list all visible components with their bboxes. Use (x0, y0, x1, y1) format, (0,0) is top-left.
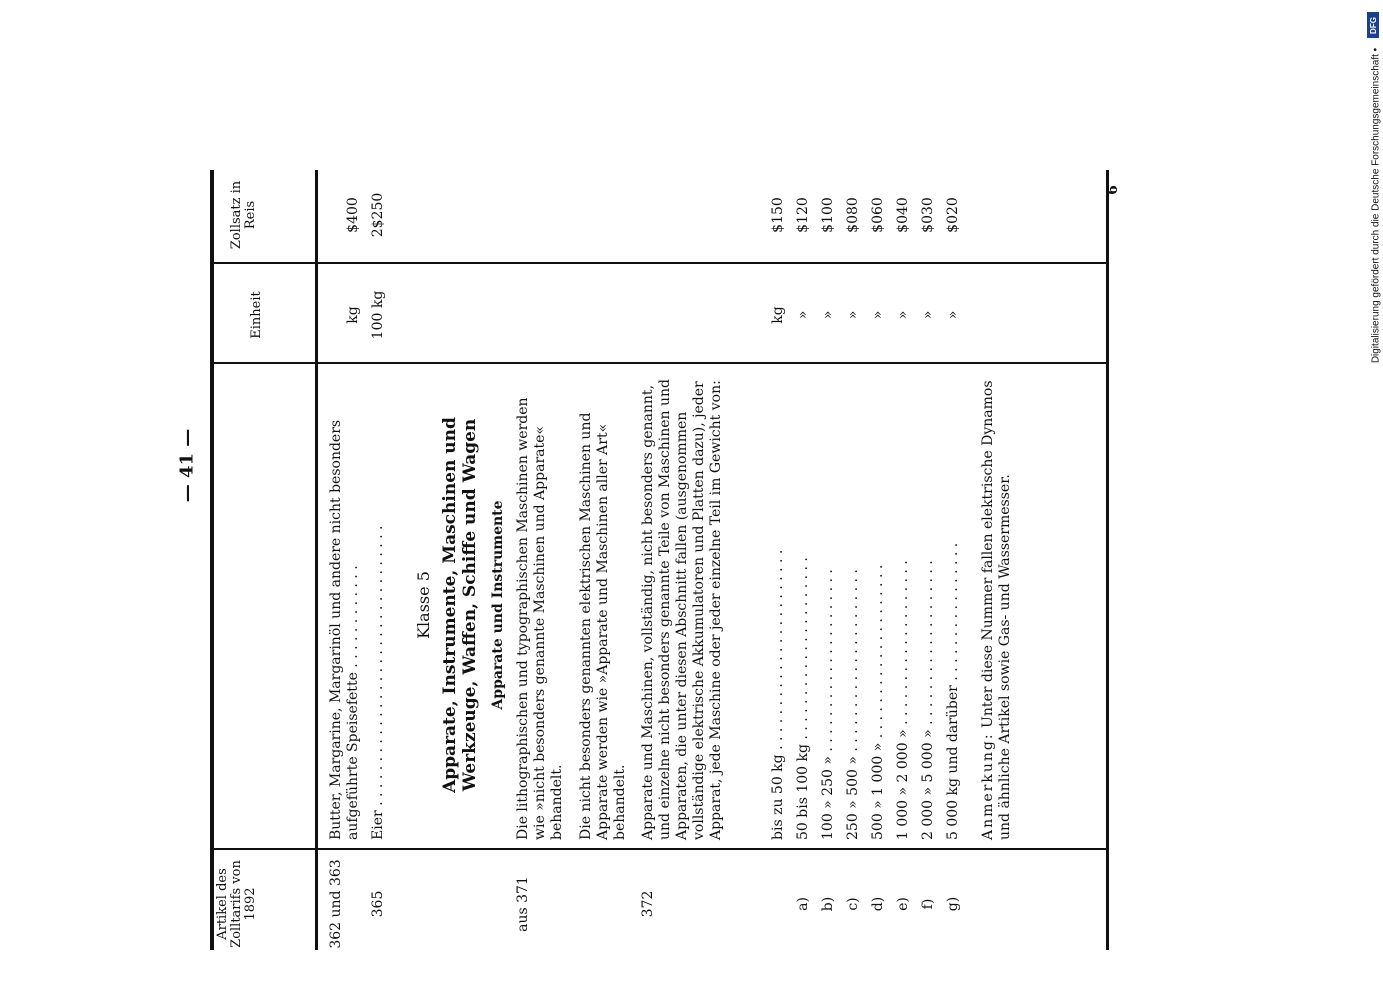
section-title: Apparate und Instrumente (490, 500, 506, 710)
weight-letter: g) (945, 896, 961, 912)
weight-unit: » (870, 310, 886, 320)
weight-desc: 250 » 500 » . . . . . . . . . . . . . . . . . . . . . (845, 569, 861, 840)
weight-letter: f) (920, 898, 936, 910)
weight-desc: 1 000 » 2 000 » . . . . . . . . . . . . . . . . . . . (895, 560, 911, 840)
row-article: 372 (640, 890, 656, 918)
table-top-rule (210, 170, 214, 950)
weight-unit: kg (770, 306, 786, 324)
row-article: aus 371 (515, 876, 531, 932)
class-title: Klasse 5 (414, 571, 433, 639)
note-label: Anmerkung: (980, 732, 996, 840)
column-rule (210, 362, 1106, 364)
paragraph: Die lithographischen und typographischen Maschinen werden wie »nicht besonders genannte Maschinen und Apparate« behandelt. (515, 397, 565, 840)
weight-desc: 500 » 1 000 » . . . . . . . . . . . . . . . . . . . . (870, 564, 886, 840)
column-rule (210, 262, 1106, 264)
signature-mark: 6 (1104, 185, 1121, 195)
note (980, 370, 1014, 840)
weight-letter: b) (820, 896, 836, 912)
note-text: Unter diese Nummer fallen elektrische Dynamos und ähnliche Artikel sowie Gas- und Wassermesser. (980, 380, 1013, 840)
class-subtitle: Apparate, Instrumente, Maschinen und Werkzeuge, Waffen, Schiffe und Wagen (440, 417, 480, 793)
column-rule (210, 848, 1106, 850)
header-rate: Zollsatz in Reis (229, 180, 258, 250)
credit-text: Digitalisierung gefördert durch die Deutsche Forschungsgemeinschaft • (1370, 47, 1382, 364)
weight-unit: » (820, 310, 836, 320)
weight-desc: 100 » 250 » . . . . . . . . . . . . . . . . . . . . . (820, 569, 836, 840)
weight-rate: $120 (795, 197, 811, 233)
weight-letter: a) (795, 897, 811, 911)
weight-unit: » (945, 310, 961, 320)
row-rate: $400 (345, 197, 361, 233)
dfg-logo-text: DFG (1368, 16, 1378, 34)
weight-rate: $030 (920, 197, 936, 233)
row-desc: Eier . . . . . . . . . . . . . . . . . . . . . . . . . . . . . . . . (370, 525, 386, 840)
weight-rate: $020 (945, 197, 961, 233)
weight-desc: 2 000 » 5 000 » . . . . . . . . . . . . . . . . . . . (920, 560, 936, 840)
row-desc: Butter, Margarine, Margarinöl und andere nicht besonders aufgeführte Speisefette . . . . . . . . . . . . (328, 419, 361, 840)
weight-unit: » (895, 310, 911, 320)
weight-rate: $100 (820, 197, 836, 233)
page-number: — 41 — (176, 428, 198, 503)
weight-rate: $150 (770, 197, 786, 233)
weight-letter: c) (845, 897, 861, 911)
header-unit: Einheit (249, 291, 264, 339)
header-rule (315, 170, 318, 950)
weight-rate: $040 (895, 197, 911, 233)
row-article: 362 und 363 (328, 859, 344, 949)
weight-desc: 5 000 kg und darüber . . . . . . . . . . . . . . . . (945, 542, 961, 840)
weight-letter: e) (895, 897, 911, 911)
weight-desc: 50 bis 100 kg . . . . . . . . . . . . . . . . . . . . . (795, 557, 811, 840)
row-unit: kg (345, 306, 361, 324)
table-bottom-rule (1106, 170, 1109, 950)
weight-unit: » (795, 310, 811, 320)
weight-rate: $080 (845, 197, 861, 233)
weight-desc: bis zu 50 kg . . . . . . . . . . . . . . . . . . . . . . . (770, 549, 786, 840)
weight-letter: d) (870, 896, 886, 912)
weight-unit: » (845, 310, 861, 320)
header-article: Artikel des Zolltarifs von 1892 (215, 860, 258, 948)
weight-rate: $060 (870, 197, 886, 233)
row-unit: 100 kg (370, 290, 386, 340)
paragraph: Die nicht besonders genannten elektrischen Maschinen und Apparate werden wie »Apparate und Maschinen aller Art« behandelt. (578, 412, 628, 840)
row-article: 365 (370, 890, 386, 918)
tariff-page (210, 170, 1110, 950)
row-rate: 2$250 (370, 192, 386, 238)
paragraph: Apparate und Maschinen, vollständig, nicht besonders genannt, und einzelne nicht besonders genannte Teile von Maschinen und Apparaten, die unter diesen Abschnitt fallen (ausgenommen vollständige elektrische Akkumulatoren und Platten dazu), jeder Apparat, jede Maschine oder jeder einzelne Teil im Gewicht von: (640, 379, 724, 840)
digitization-credit (1366, 10, 1382, 390)
weight-unit: » (920, 310, 936, 320)
